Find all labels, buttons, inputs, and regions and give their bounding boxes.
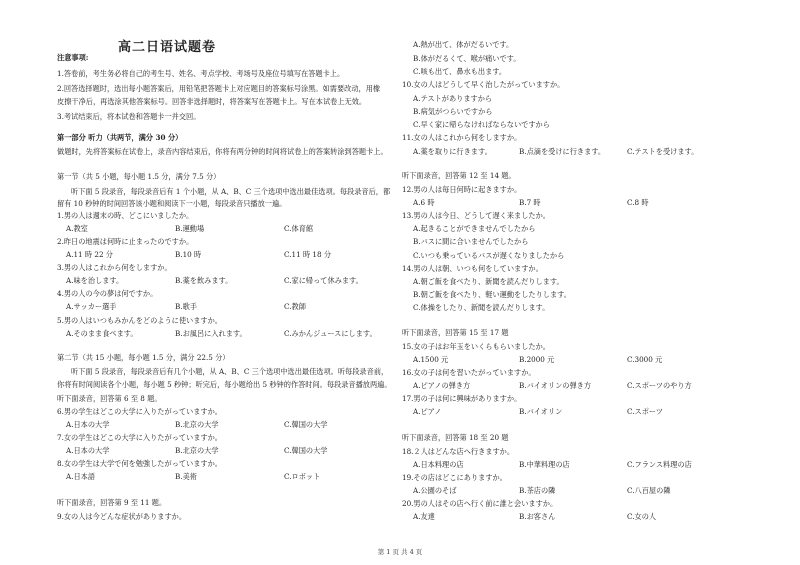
page-footer: 第 1 页 共 4 页: [377, 548, 423, 556]
option-c: C.3000 元: [627, 355, 663, 364]
question-stem: 15.女の子はお年玉をいくらもらいましたか。: [402, 342, 550, 351]
section2-heading: 第二节（共 15 小题，每小题 1.5 分，满分 22.5 分）: [57, 353, 230, 362]
question-stem: 20.男の人はその店へ行く前に誰と会いますか。: [402, 499, 558, 508]
option-b: B.朝ご飯を食べたり、軽い運動をしたりします。: [413, 290, 571, 299]
option-b: B.茶店の隣: [519, 486, 556, 495]
part1-intro: 做题时，先将答案标在试卷上，录音内容结束后，你将有两分钟的时间将试卷上的答案转涂到答题卡上。: [57, 147, 388, 156]
question-stem: 6.男の学生はどこの大学に入りたがっていますか。: [57, 407, 222, 416]
option-a: A.友達: [413, 512, 435, 521]
option-b: B.歌手: [175, 302, 197, 311]
option-b: B.美術: [175, 472, 197, 481]
note-3: 3.考试结束后，将本试卷和答题卡一并交回。: [57, 112, 201, 121]
option-b: B.お客さん: [519, 512, 556, 521]
question-stem: 2.昨日の地震は何時に止まったのですか。: [57, 237, 194, 246]
option-b: B.10 時: [175, 250, 202, 259]
question-stem: 5.男の人はいつもみかんをどのように使いますか。: [57, 316, 222, 325]
section1-desc-1: 听下面 5 段录音，每段录音后有 1 个小题，从 A、B、C 三个选项中选出最佳选项。每段录音后，都: [71, 187, 391, 196]
option-b: B.バイオリン: [519, 407, 563, 416]
option-c: C.スポーツのやり方: [627, 381, 692, 390]
option-c: C.いつも乗っているバスが遅くなりましたから: [413, 251, 565, 260]
section-note: 听下面录音，回答第 18 至 20 题: [402, 433, 509, 442]
option-a: A.そのまま食べます。: [66, 329, 138, 338]
note-2a: 2.回答选择题时，选出每小题答案后，用铅笔把答题卡上对应题目的答案标号涂黑。如需要改动，用橡: [57, 84, 381, 93]
option-b: B.バスに間に合いませんでしたから: [413, 237, 529, 246]
option-a: A.11 時 22 分: [66, 250, 113, 259]
option-a: A.公園のそば: [413, 486, 457, 495]
option-a: A.ピアノの弾き方: [413, 381, 471, 390]
option-c: C.家に帰って休みます。: [284, 276, 363, 285]
option-a: A.日本の大学: [66, 446, 110, 455]
option-b: B.バイオリンの弾き方: [519, 381, 592, 390]
option-c: C.体操をしたり、新聞を読んだりします。: [413, 303, 550, 312]
option-b: B.7 時: [519, 198, 541, 207]
option-a: A.日本語: [66, 472, 96, 481]
option-a: A.6 時: [413, 198, 435, 207]
option-a: A.サッカー選手: [66, 302, 117, 311]
option-c: C.韓国の大学: [284, 446, 328, 455]
question-stem: 8.女の学生は大学で何を勉強したがっていますか。: [57, 459, 222, 468]
section2-desc-2: 你将有时间阅读各个小题，每小题 5 秒钟；听完后，每小题给出 5 秒钟的作答时间。每段录音播放两遍。: [57, 380, 392, 389]
option-a: A.薬を取りに行きます。: [413, 147, 492, 156]
option-c: C.11 時 18 分: [284, 250, 332, 259]
question-stem: 16.女の子は何を習いたがっていますか。: [402, 368, 536, 377]
option-a: A.起きることができませんでしたから: [413, 224, 536, 233]
section2-desc-1: 听下面 5 段录音，每段录音后有几个小题，从 A、B、C 三个选项中选出最佳选项。听每段录音前，: [71, 367, 389, 376]
option-a: A.朝ご飯を食べたり、新聞を読んだりします。: [413, 277, 564, 286]
question-stem: 9.女の人は今どんな症状がありますか。: [57, 512, 187, 521]
option-b: B.体がだるくて、喉が痛いです。: [413, 54, 521, 63]
option-c: C.みかんジュースにします。: [284, 329, 377, 338]
option-a: A.日本料理の店: [413, 460, 464, 469]
option-a: A.熱が出て、体がだるいです。: [413, 40, 514, 49]
option-a: A.味を治します。: [66, 276, 124, 285]
option-c: C.テストを受けます。: [627, 147, 699, 156]
option-a: A.テストがありますから: [413, 94, 493, 103]
option-b: B.北京の大学: [175, 446, 219, 455]
option-a: A.1500 元: [413, 355, 449, 364]
option-c: C.8 時: [627, 198, 649, 207]
option-b: B.2000 元: [519, 355, 555, 364]
question-stem: 11.女の人はこれから何をしますか。: [402, 133, 522, 142]
option-b: B.運動場: [175, 224, 205, 233]
question-stem: 14.男の人は朝、いつも何をしていますか。: [402, 264, 543, 273]
question-stem: 10.女の人はどうして早く治したがっていますか。: [402, 80, 565, 89]
question-stem: 7.女の学生はどこの大学に入りたがっていますか。: [57, 433, 222, 442]
option-b: B.北京の大学: [175, 420, 219, 429]
option-c: C.スポーツ: [627, 407, 663, 416]
part1-heading: 第一部分 听力（共两节，满分 30 分）: [57, 133, 183, 142]
note-2b: 皮擦干净后，再选涂其他答案标号。回答非选择题时，将答案写在答题卡上。写在本试卷上无效。: [57, 97, 367, 106]
question-stem: 19.その店はどこにありますか。: [402, 473, 507, 482]
option-b: B.薬を飲みます。: [175, 276, 233, 285]
question-stem: 17.男の子は何に興味がありますか。: [402, 394, 522, 403]
option-a: A.教室: [66, 224, 88, 233]
option-c: C.八百屋の隣: [627, 486, 671, 495]
option-c: C.女の人: [627, 512, 657, 521]
question-stem: 13.男の人は今日、どうして遅く来ましたか。: [402, 211, 550, 220]
section-note: 听下面录音，回答第 12 至 14 题。: [402, 171, 516, 180]
question-stem: 4.男の人の今の夢は何ですか。: [57, 289, 158, 298]
section1-heading: 第一节（共 5 小题，每小题 1.5 分，满分 7.5 分）: [57, 172, 221, 181]
option-b: B.点滴を受けに行きます。: [519, 147, 606, 156]
option-c: C.早く家に帰らなければならないですから: [413, 120, 550, 129]
section-note: 听下面录音，回答第 9 至 11 题。: [57, 498, 167, 507]
question-stem: 12.男の人は毎日何時に起きますか。: [402, 185, 522, 194]
question-stem: 3.男の人はこれから何をしますか。: [57, 263, 172, 272]
option-c: C.フランス料理の店: [627, 460, 692, 469]
section2-note: 听下面录音，回答第 6 至 8 题。: [57, 394, 162, 403]
note-1: 1.答卷前，考生务必将自己的考生号、姓名、考点学校、考场号及座位号填写在答题卡上。: [57, 69, 345, 78]
notes-heading: 注意事项:: [57, 53, 89, 62]
option-c: C.体育館: [284, 224, 314, 233]
option-a: A.日本の大学: [66, 420, 110, 429]
option-c: C.ロボット: [284, 472, 321, 481]
section1-desc-2: 留有 10 秒钟的时间回答该小题和阅读下一小题，每段录音只播放一遍。: [57, 199, 287, 208]
option-b: B.中華料理の店: [519, 460, 570, 469]
section-note: 听下面录音，回答第 15 至 17 题: [402, 328, 509, 337]
option-c: C.教師: [284, 302, 306, 311]
question-stem: 1.男の人は週末の時、どこにいましたか。: [57, 211, 194, 220]
option-c: C.韓国の大学: [284, 420, 328, 429]
option-a: A.ピアノ: [413, 407, 442, 416]
page-title: 高二日语试题卷: [118, 40, 217, 55]
option-b: B.病気がつらいですから: [413, 107, 493, 116]
option-c: C.咳も出て、鼻水も出ます。: [413, 67, 507, 76]
option-b: B.お風呂に入れます。: [175, 329, 247, 338]
question-stem: 18.２人はどんな店へ行きますか。: [402, 447, 515, 456]
